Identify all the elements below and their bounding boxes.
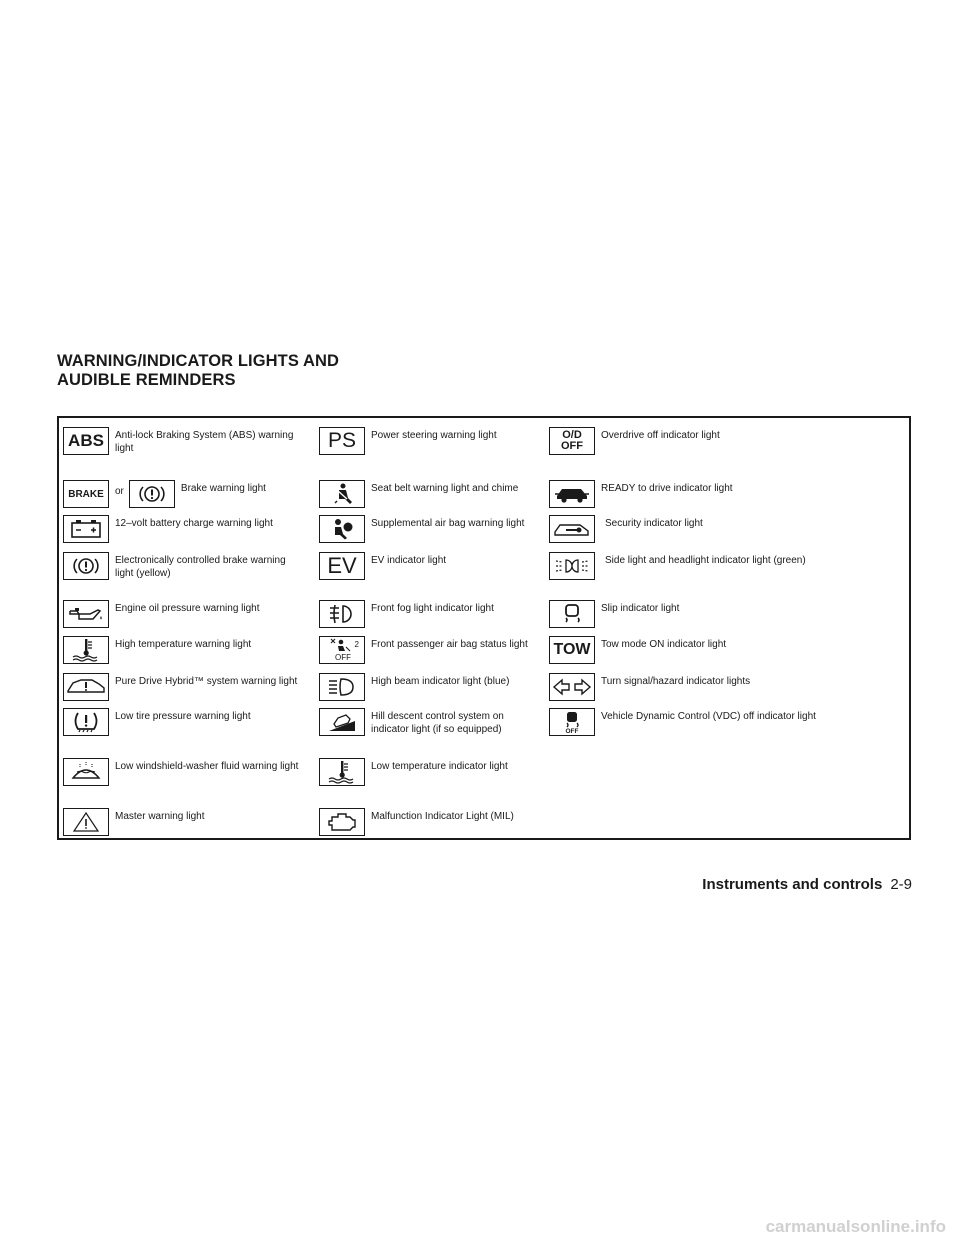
high-beam-icon bbox=[319, 673, 365, 701]
label-master: Master warning light bbox=[115, 811, 205, 822]
label-tire: Low tire pressure warning light bbox=[115, 711, 251, 722]
label-turn: Turn signal/hazard indicator lights bbox=[601, 676, 751, 687]
vdc-off-icon: OFF bbox=[549, 708, 595, 736]
label-tow: Tow mode ON indicator light bbox=[601, 639, 727, 650]
ecb-warning-icon bbox=[63, 552, 109, 580]
label-slip: Slip indicator light bbox=[601, 603, 680, 614]
washer-fluid-icon bbox=[63, 758, 109, 786]
hill-descent-icon bbox=[319, 708, 365, 736]
entry-tire bbox=[63, 708, 315, 736]
passenger-airbag-off-icon: 2 OFF bbox=[319, 636, 365, 664]
entry-security bbox=[549, 515, 905, 543]
tire-pressure-icon bbox=[63, 708, 109, 736]
label-mil: Malfunction Indicator Light (MIL) bbox=[371, 811, 514, 822]
label-hill: Hill descent control system on indicator light (if so equipped) bbox=[371, 711, 504, 735]
engine-icon bbox=[319, 808, 365, 836]
label-oil: Engine oil pressure warning light bbox=[115, 603, 260, 614]
entry-overdrive-off bbox=[549, 427, 905, 455]
entry-side-light bbox=[549, 552, 905, 580]
entry-ecb bbox=[63, 552, 315, 580]
entry-air-bag bbox=[319, 515, 549, 543]
entry-brake bbox=[63, 480, 315, 508]
abs-icon: ABS bbox=[63, 427, 109, 455]
entry-hybrid bbox=[63, 673, 315, 701]
oil-can-icon bbox=[63, 600, 109, 628]
page-number: 2-9 bbox=[890, 876, 912, 893]
label-high-beam: High beam indicator light (blue) bbox=[371, 676, 510, 687]
label-ecb: Electronically controlled brake warning light (yellow) bbox=[115, 555, 286, 579]
label-battery: 12–volt battery charge warning light bbox=[115, 518, 273, 529]
label-power-steering: Power steering warning light bbox=[371, 430, 497, 441]
label-brake: Brake warning light bbox=[180, 483, 266, 494]
air-bag-icon bbox=[319, 515, 365, 543]
label-passenger-airbag: Front passenger air bag status light bbox=[371, 639, 528, 650]
turn-signal-icon bbox=[549, 673, 595, 701]
side-light-icon bbox=[549, 552, 595, 580]
entry-vdc bbox=[549, 708, 905, 736]
front-fog-icon bbox=[319, 600, 365, 628]
low-temp-icon bbox=[319, 758, 365, 786]
entry-ready bbox=[549, 480, 905, 508]
overdrive-off-icon: O/D OFF bbox=[549, 427, 595, 455]
label-ev: EV indicator light bbox=[371, 555, 447, 566]
page-footer bbox=[702, 876, 912, 893]
label-overdrive-off: Overdrive off indicator light bbox=[601, 430, 720, 441]
label-low-temp: Low temperature indicator light bbox=[371, 761, 508, 772]
entry-abs bbox=[63, 427, 315, 455]
or-text: or bbox=[115, 486, 124, 497]
section-title-line2: AUDIBLE REMINDERS bbox=[57, 371, 236, 389]
label-front-fog: Front fog light indicator light bbox=[371, 603, 494, 614]
high-temp-icon bbox=[63, 636, 109, 664]
seat-belt-icon bbox=[319, 480, 365, 508]
section-title bbox=[57, 352, 339, 390]
label-abs: Anti-lock Braking System (ABS) warning light bbox=[115, 430, 294, 454]
brake-text-icon: BRAKE bbox=[63, 480, 109, 508]
entry-high-temp bbox=[63, 636, 315, 664]
entry-front-fog bbox=[319, 600, 549, 628]
car-ready-icon bbox=[549, 480, 595, 508]
tow-icon: TOW bbox=[549, 636, 595, 664]
entry-seat-belt bbox=[319, 480, 549, 508]
entry-oil bbox=[63, 600, 315, 628]
security-key-icon bbox=[549, 515, 595, 543]
entry-slip bbox=[549, 600, 905, 628]
label-hybrid: Pure Drive Hybrid™ system warning light bbox=[115, 676, 298, 687]
label-air-bag: Supplemental air bag warning light bbox=[371, 518, 525, 529]
entry-washer bbox=[63, 758, 315, 786]
label-seat-belt: Seat belt warning light and chime bbox=[371, 483, 519, 494]
power-steering-icon: PS bbox=[319, 427, 365, 455]
entry-low-temp bbox=[319, 758, 549, 786]
entry-mil bbox=[319, 808, 549, 836]
entry-master bbox=[63, 808, 315, 836]
section-title-line1: WARNING/INDICATOR LIGHTS AND bbox=[57, 352, 340, 370]
entry-high-beam bbox=[319, 673, 549, 701]
entry-battery bbox=[63, 515, 315, 543]
brake-circle-icon bbox=[129, 480, 175, 508]
label-vdc: Vehicle Dynamic Control (VDC) off indicator light bbox=[601, 711, 816, 722]
indicator-table bbox=[57, 416, 911, 840]
entry-hill bbox=[319, 708, 549, 736]
entry-turn bbox=[549, 673, 905, 701]
label-ready: READY to drive indicator light bbox=[601, 483, 733, 494]
footer-section: Instruments and controls bbox=[702, 876, 883, 893]
label-side-light: Side light and headlight indicator light (green) bbox=[605, 555, 806, 566]
hybrid-warning-icon bbox=[63, 673, 109, 701]
watermark: carmanualsonline.info bbox=[765, 1217, 946, 1236]
slip-icon bbox=[549, 600, 595, 628]
entry-tow bbox=[549, 636, 905, 664]
entry-passenger-airbag bbox=[319, 636, 549, 664]
label-security: Security indicator light bbox=[605, 518, 703, 529]
entry-power-steering bbox=[319, 427, 549, 455]
label-high-temp: High temperature warning light bbox=[115, 639, 252, 650]
entry-ev bbox=[319, 552, 549, 580]
battery-icon bbox=[63, 515, 109, 543]
label-washer: Low windshield-washer fluid warning light bbox=[115, 761, 299, 772]
ev-icon: EV bbox=[319, 552, 365, 580]
master-warning-icon bbox=[63, 808, 109, 836]
